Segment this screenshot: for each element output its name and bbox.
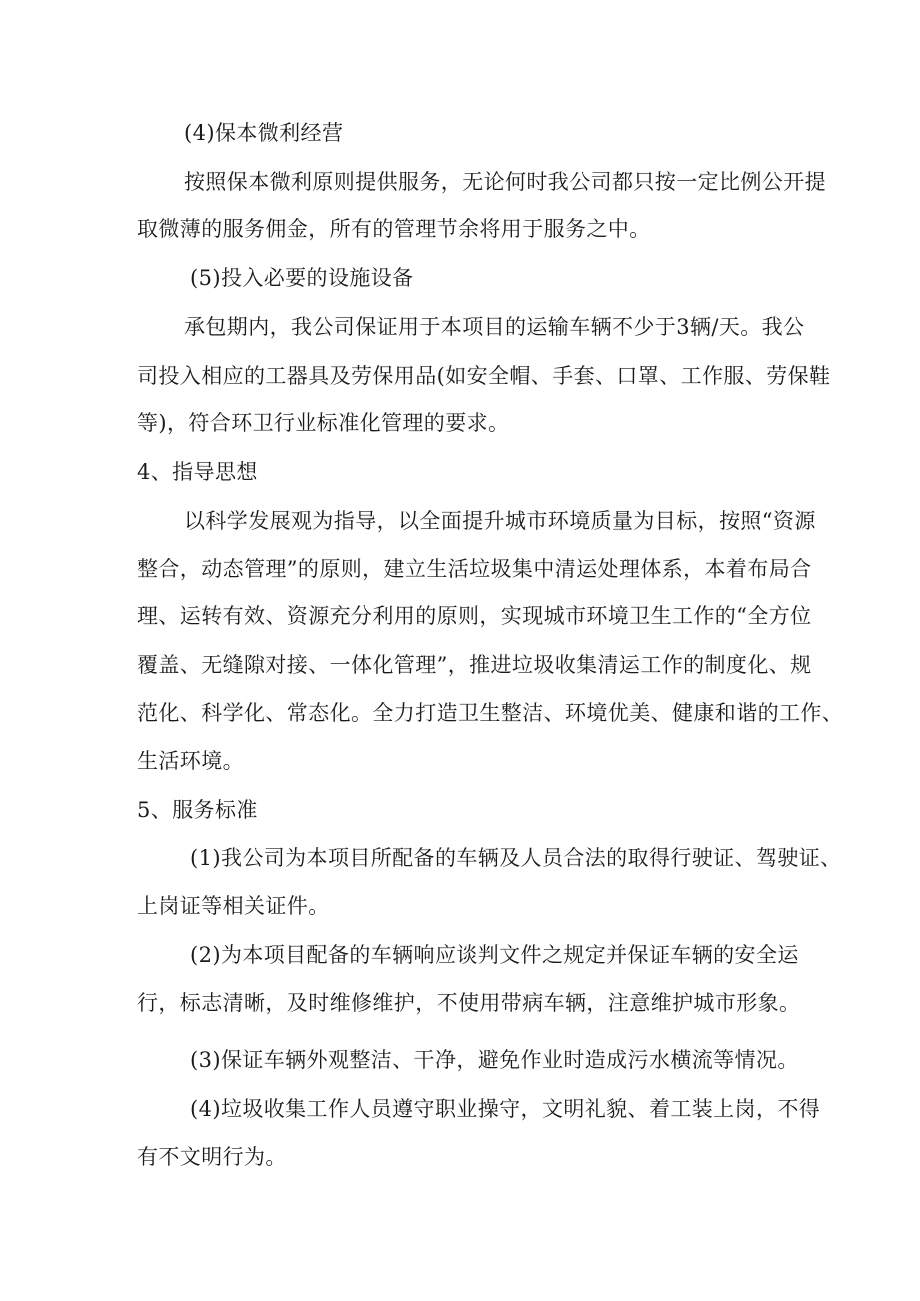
section-heading-4-guiding-ideology: 4、指导思想: [137, 460, 258, 484]
paragraph-line: 按照保本微利原则提供服务，无论何时我公司都只按一定比例公开提: [184, 170, 826, 194]
paragraph-line: 范化、科学化、常态化。全力打造卫生整洁、环境优美、健康和谐的工作、: [137, 701, 844, 725]
paragraph-line: 生活环境。: [137, 749, 244, 773]
paragraph-line: 理、运转有效、资源充分利用的原则，实现城市环境卫生工作的“全方位: [137, 604, 812, 628]
paragraph-line: 以科学发展观为指导，以全面提升城市环境质量为目标，按照“资源: [184, 509, 816, 533]
paragraph-line: (2)为本项目配备的车辆响应谈判文件之规定并保证车辆的安全运: [190, 943, 799, 967]
paragraph-line: 取微薄的服务佣金，所有的管理节余将用于服务之中。: [137, 217, 651, 241]
paragraph-line: 行，标志清晰，及时维修维护，不使用带病车辆，注意维护城市形象。: [137, 991, 801, 1015]
subheading-5-equipment: (5)投入必要的设施设备: [190, 266, 414, 290]
paragraph-line: 等)，符合环卫行业标准化管理的要求。: [137, 411, 510, 435]
paragraph-line: (3)保证车辆外观整洁、干净，避免作业时造成污水横流等情况。: [190, 1048, 799, 1072]
subheading-4-low-profit: (4)保本微利经营: [184, 121, 344, 145]
section-heading-5-service-standards: 5、服务标准: [137, 798, 258, 822]
paragraph-line: (1)我公司为本项目所配备的车辆及人员合法的取得行驶证、驾驶证、: [190, 846, 842, 870]
paragraph-line: 整合，动态管理”的原则，建立生活垃圾集中清运处理体系，本着布局合: [137, 557, 812, 581]
paragraph-line: 覆盖、无缝隙对接、一体化管理”，推进垃圾收集清运工作的制度化、规: [137, 653, 812, 677]
paragraph-line: (4)垃圾收集工作人员遵守职业操守，文明礼貌、着工装上岗，不得: [190, 1097, 821, 1121]
paragraph-line: 司投入相应的工器具及劳保用品(如安全帽、手套、口罩、工作服、劳保鞋: [137, 364, 831, 388]
paragraph-line: 有不文明行为。: [137, 1145, 287, 1169]
paragraph-line: 承包期内，我公司保证用于本项目的运输车辆不少于3辆/天。我公: [184, 315, 805, 339]
paragraph-line: 上岗证等相关证件。: [137, 894, 330, 918]
